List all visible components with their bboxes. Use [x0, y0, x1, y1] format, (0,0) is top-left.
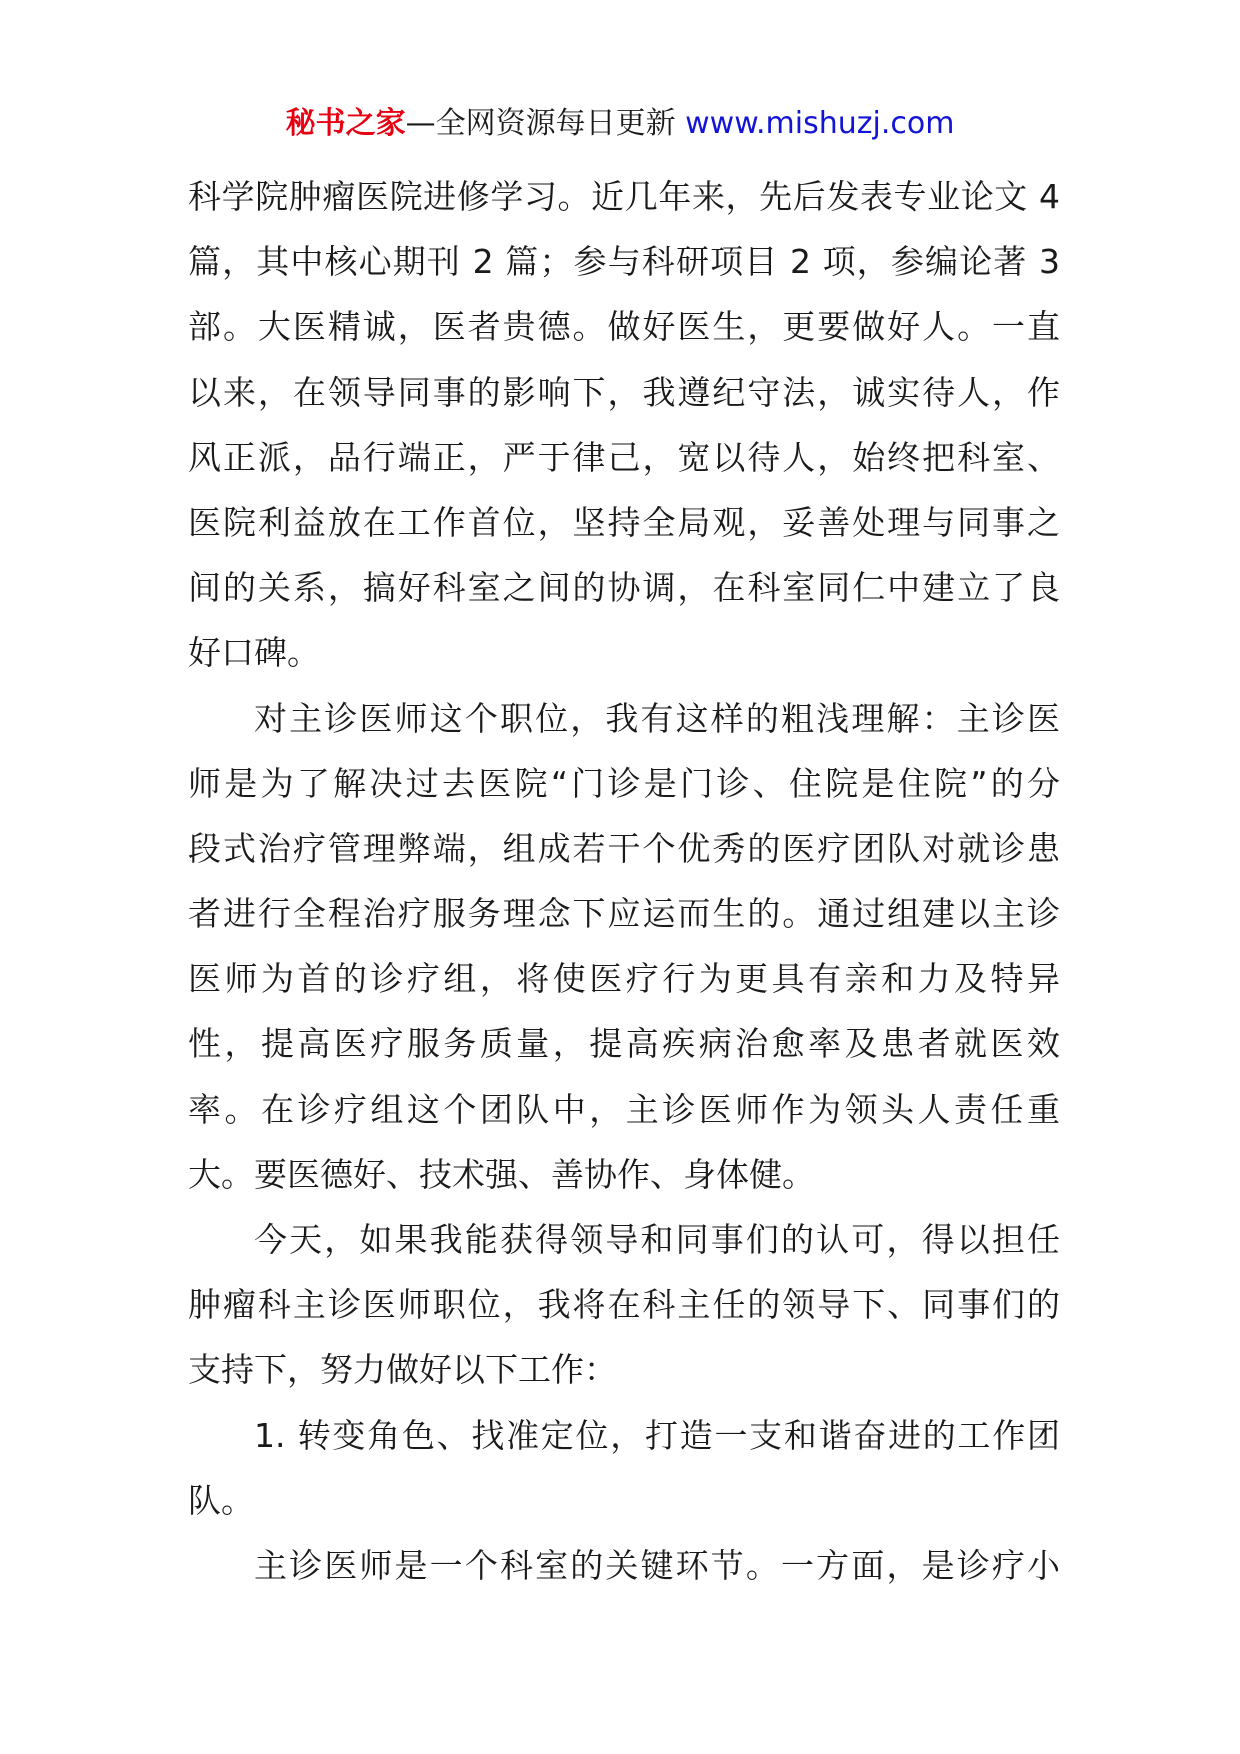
text-line: 者进行全程治疗服务理念下应运而生的。通过组建以主诊	[188, 894, 1060, 934]
text-line: 医师为首的诊疗组，将使医疗行为更具有亲和力及特异	[188, 959, 1060, 999]
text-line: 以来，在领导同事的影响下，我遵纪守法，诚实待人，作	[188, 372, 1060, 412]
text-line: 篇，其中核心期刊 2 篇；参与科研项目 2 项，参编论著 3	[188, 242, 1060, 282]
website-link[interactable]: www.mishuzj.com	[685, 106, 955, 141]
text-line: 对主诊医师这个职位，我有这样的粗浅理解：主诊医	[254, 698, 1060, 738]
text-line: 今天，如果我能获得领导和同事们的认可，得以担任	[254, 1220, 1060, 1259]
text-line: 率。在诊疗组这个团队中，主诊医师作为领头人责任重	[188, 1089, 1060, 1129]
brand-name: 秘书之家	[285, 106, 406, 141]
text-line: 师是为了解决过去医院“门诊是门诊、住院是住院”的分	[188, 763, 1060, 803]
text-line: 队。	[188, 1480, 254, 1520]
page-header	[0, 102, 1240, 146]
header-tagline: —全网资源每日更新	[405, 106, 676, 141]
text-line: 段式治疗管理弊端，组成若干个优秀的医疗团队对就诊患	[188, 828, 1060, 868]
text-line: 1. 转变角色、找准定位，打造一支和谐奋进的工作团	[254, 1415, 1060, 1455]
text-line: 科学院肿瘤医院进修学习。近几年来，先后发表专业论文 4	[188, 177, 1060, 216]
text-line: 肿瘤科主诊医师职位，我将在科主任的领导下、同事们的	[188, 1285, 1060, 1325]
text-line: 大。要医德好、技术强、善协作、身体健。	[188, 1154, 815, 1194]
text-line: 风正派，品行端正，严于律己，宽以待人，始终把科室、	[188, 437, 1060, 477]
text-line: 性，提高医疗服务质量，提高疾病治愈率及患者就医效	[188, 1024, 1060, 1064]
text-line: 医院利益放在工作首位，坚持全局观，妥善处理与同事之	[188, 502, 1060, 542]
text-line: 好口碑。	[188, 633, 320, 673]
document-body	[188, 164, 1060, 1598]
text-line: 支持下，努力做好以下工作：	[188, 1350, 617, 1390]
text-line: 部。大医精诚，医者贵德。做好医生，更要做好人。一直	[188, 307, 1060, 347]
text-line: 主诊医师是一个科室的关键环节。一方面，是诊疗小	[254, 1545, 1060, 1585]
text-line: 间的关系，搞好科室之间的协调，在科室同仁中建立了良	[188, 568, 1060, 608]
